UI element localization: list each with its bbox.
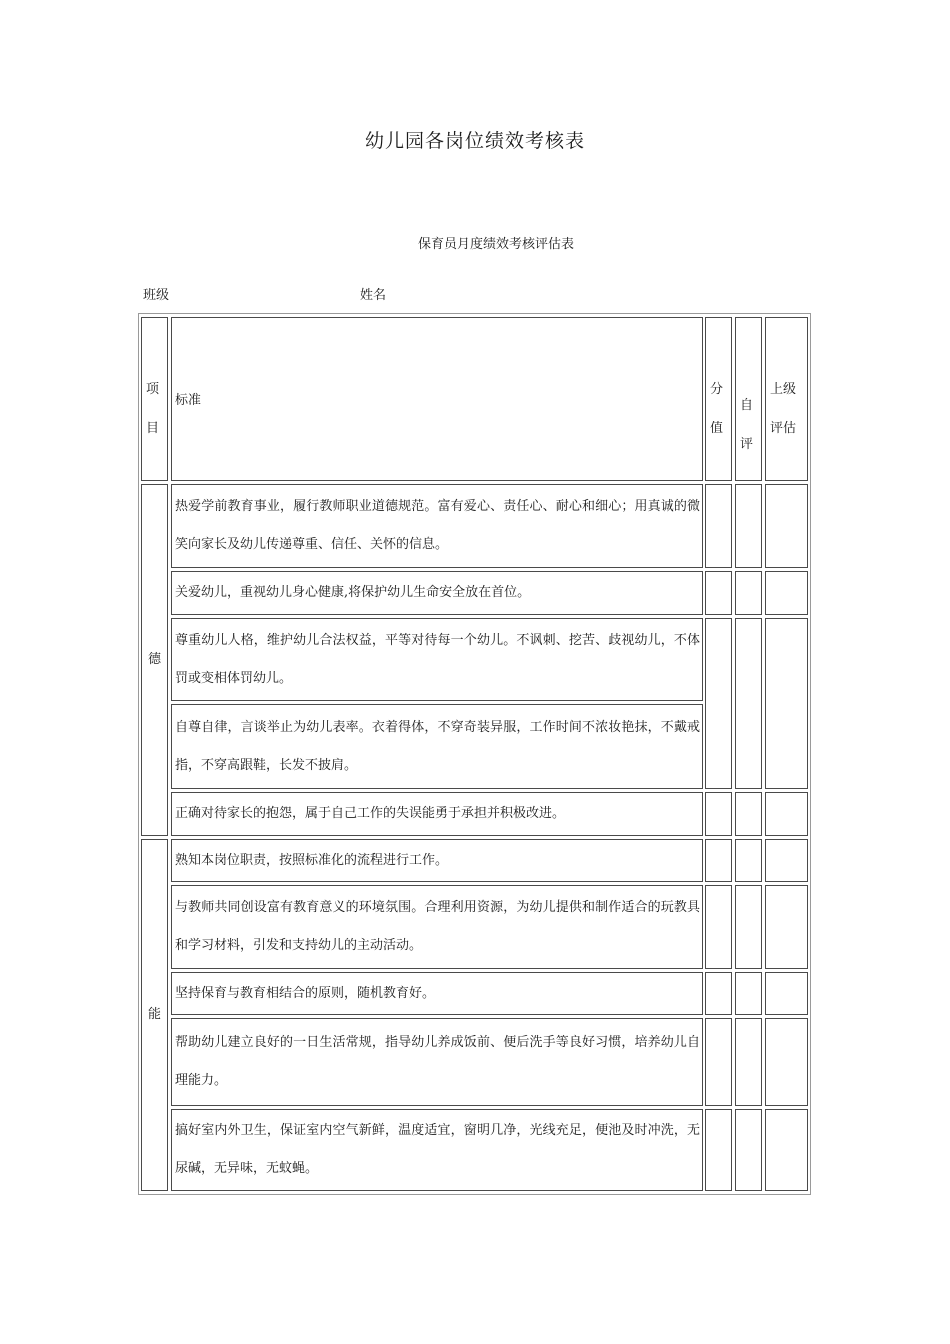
superior-eval-cell[interactable] (765, 1109, 808, 1191)
score-cell[interactable] (705, 618, 732, 789)
self-eval-cell[interactable] (735, 792, 762, 836)
standard-cell (171, 484, 703, 568)
superior-eval-cell[interactable] (765, 1018, 808, 1106)
standard-text: 关爱幼儿，重视幼儿身心健康,将保护幼儿生命安全放在首位。 (175, 585, 531, 600)
standard-text: 尊重幼儿人格，维护幼儿合法权益，平等对待每一个幼儿。不讽刺、挖苦、歧视幼儿，不体罚或变相体罚幼儿。 (175, 632, 700, 686)
self-eval-cell[interactable] (735, 618, 762, 789)
header-self-line2: 评 (740, 437, 754, 452)
header-superior-line1: 上级 (770, 382, 797, 397)
standard-text: 正确对待家长的抱怨，属于自己工作的失误能勇于承担并积极改进。 (175, 806, 566, 821)
name-label: 姓名 (360, 288, 387, 303)
superior-eval-cell[interactable] (765, 618, 808, 789)
self-eval-cell[interactable] (735, 885, 762, 969)
standard-text: 与教师共同创设富有教育意义的环境氛围。合理利用资源，为幼儿提供和制作适合的玩教具和学习材料，引发和支持幼儿的主动活动。 (175, 900, 700, 953)
self-eval-cell[interactable] (735, 972, 762, 1015)
header-item-line2: 目 (146, 421, 160, 436)
standard-text: 坚持保育与教育相结合的原则，随机教育好。 (175, 985, 436, 1001)
class-label: 班级 (143, 288, 170, 303)
header-standard (171, 317, 703, 481)
standard-cell (171, 839, 703, 882)
header-item (141, 317, 168, 481)
standard-text: 帮助幼儿建立良好的一日生活常规，指导幼儿养成饭前、便后洗手等良好习惯，培养幼儿自理能力。 (175, 1035, 700, 1088)
header-self-line1: 自 (740, 398, 754, 413)
header-item-line1: 项 (146, 382, 160, 397)
score-cell[interactable] (705, 839, 732, 882)
header-score (705, 317, 732, 481)
self-eval-cell[interactable] (735, 484, 762, 568)
standard-cell (171, 618, 703, 701)
superior-eval-cell[interactable] (765, 972, 808, 1015)
score-cell[interactable] (705, 1109, 732, 1191)
form-subtitle: 保育员月度绩效考核评估表 (418, 237, 575, 252)
superior-eval-cell[interactable] (765, 571, 808, 615)
document-title: 幼儿园各岗位绩效考核表 (364, 130, 585, 152)
category-de-label: 德 (147, 652, 161, 667)
score-cell[interactable] (705, 792, 732, 836)
standard-cell (171, 704, 703, 789)
score-cell[interactable] (705, 972, 732, 1015)
standard-cell (171, 1018, 703, 1106)
standard-text: 熟知本岗位职责，按照标准化的流程进行工作。 (175, 852, 449, 868)
self-eval-cell[interactable] (735, 571, 762, 615)
superior-eval-cell[interactable] (765, 839, 808, 882)
self-eval-cell[interactable] (735, 839, 762, 882)
standard-cell (171, 972, 703, 1015)
standard-cell (171, 792, 703, 836)
self-eval-cell[interactable] (735, 1109, 762, 1191)
standard-cell (171, 885, 703, 969)
header-score-line1: 分 (710, 382, 724, 397)
standard-text: 热爱学前教育事业，履行教师职业道德规范。富有爱心、责任心、耐心和细心；用真诚的微笑向家长及幼儿传递尊重、信任、关怀的信息。 (175, 499, 700, 552)
standard-text: 搞好室内外卫生，保证室内空气新鲜，温度适宜，窗明几净，光线充足，便池及时冲洗，无尿碱，无异味，无蚊蝇。 (175, 1123, 700, 1176)
score-cell[interactable] (705, 885, 732, 969)
standard-cell (171, 1109, 703, 1191)
category-neng-label: 能 (147, 1007, 161, 1022)
score-cell[interactable] (705, 1018, 732, 1106)
category-neng (141, 839, 168, 1191)
header-standard-label: 标准 (175, 393, 202, 408)
score-cell[interactable] (705, 571, 732, 615)
header-superior (765, 317, 808, 481)
header-score-line2: 值 (710, 421, 724, 436)
self-eval-cell[interactable] (735, 1018, 762, 1106)
category-de (141, 484, 168, 836)
superior-eval-cell[interactable] (765, 885, 808, 969)
header-self (735, 317, 762, 481)
standard-cell (171, 571, 703, 615)
superior-eval-cell[interactable] (765, 484, 808, 568)
score-cell[interactable] (705, 484, 732, 568)
header-superior-line2: 评估 (770, 421, 797, 436)
standard-text: 自尊自律，言谈举止为幼儿表率。衣着得体，不穿奇装异服，工作时间不浓妆艳抹，不戴戒指，不穿高跟鞋，长发不披肩。 (175, 719, 700, 773)
superior-eval-cell[interactable] (765, 792, 808, 836)
